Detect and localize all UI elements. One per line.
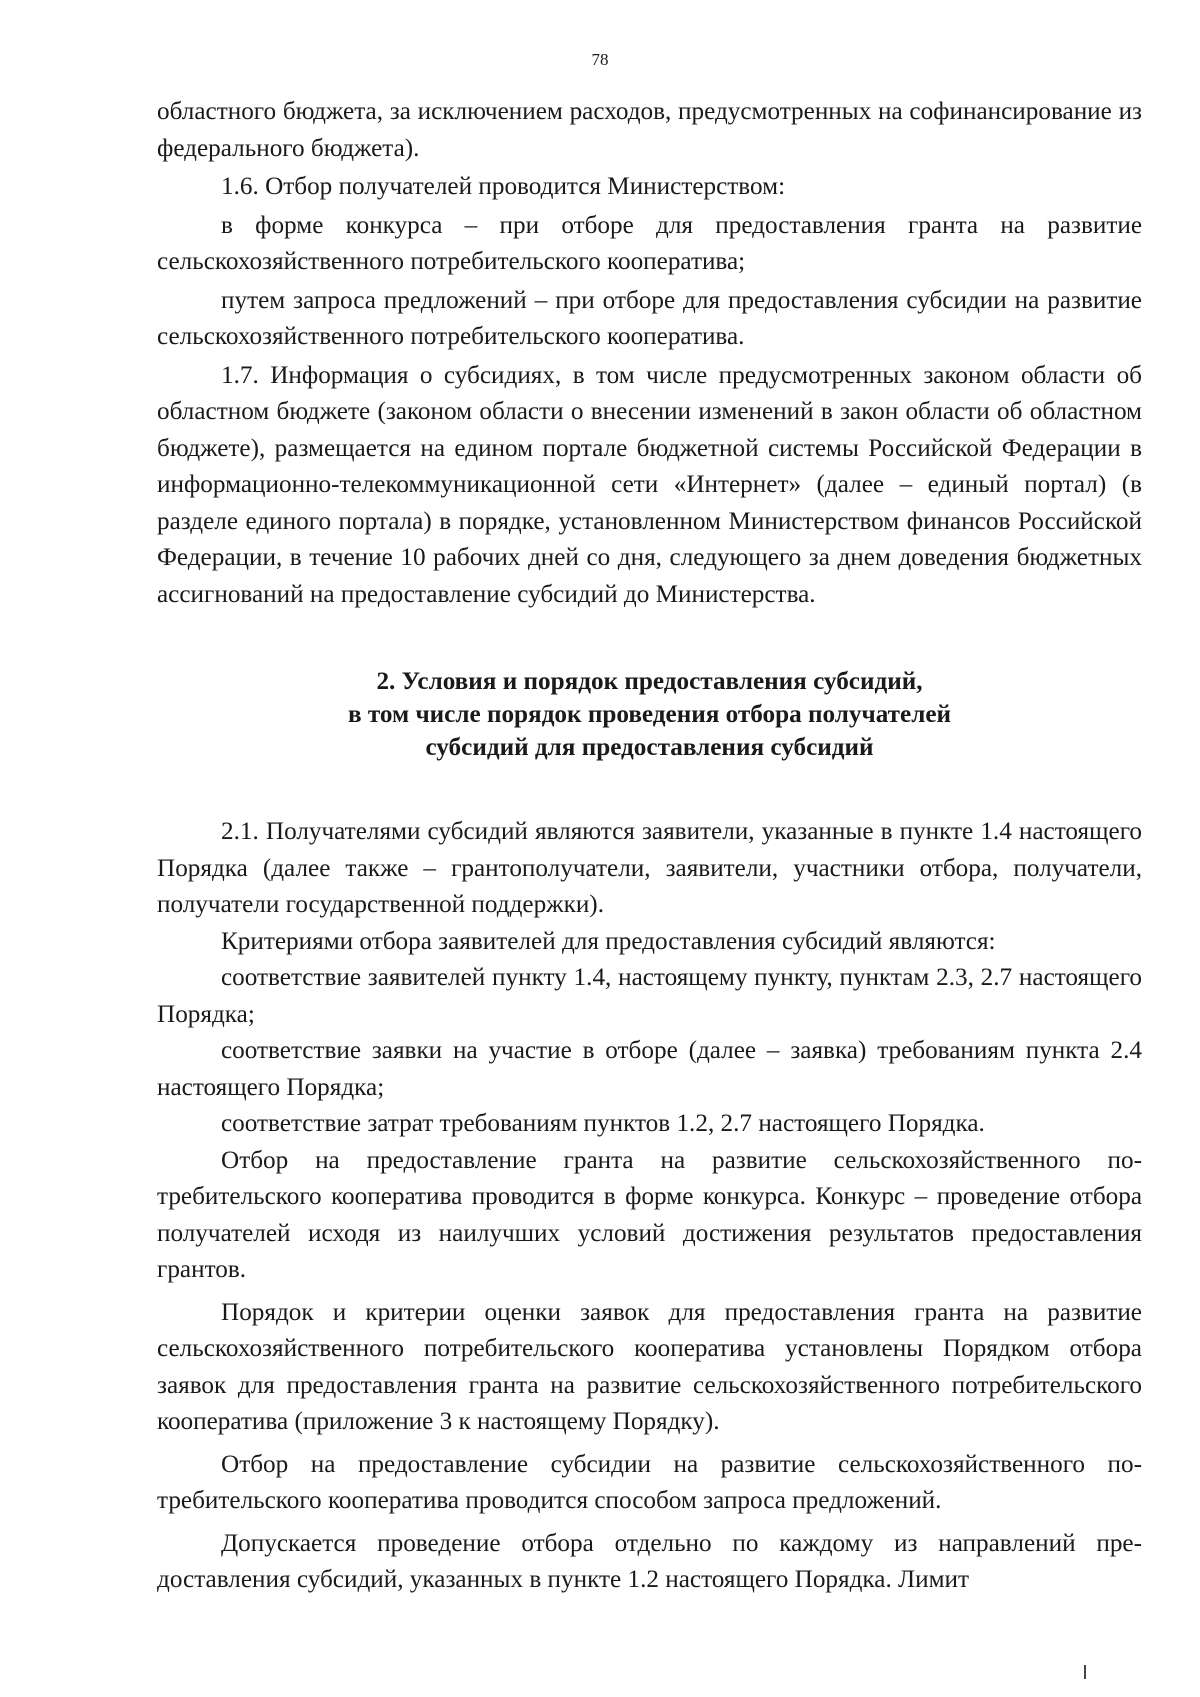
paragraph-continuation: областного бюджета, за исключением расходов, предусмотренных на софинансирование из федерального бюджета).	[157, 98, 1142, 162]
section-heading	[157, 665, 1142, 764]
paragraph-evaluation-order: Порядок и критерии оценки заявок для предоставления гранта на развитие сельскохозяйственного потребительского кооператива установлены Порядком отбора заявок для предоставления гранта на развитие сельскохозяйственного потребительского кооператива (приложение 3 к настоящему Порядку).	[157, 1298, 1142, 1435]
paragraph-1-7: 1.7. Информация о субсидиях, в том числе предусмотренных законом области об областном бюджете (законом области о внесении изменений в закон области об областном бюджете), размещается на едином портале бюджетной системы Российской Федерации в информационно-телекоммуникационной сети «Интернет» (далее – единый портал) (в разделе единого портала) в порядке, установленном Министерством финансов Российской Федерации, в течение 10 рабочих дней со дня, следующего за днем доведения бюджетных ассигнований на предоставление субсидий до Министерства.	[157, 361, 1142, 608]
section-heading-line: субсидий для предоставления субсидий	[425, 734, 874, 761]
paragraph-request-proposals: путем запроса предложений – при отборе для предоставления субсидии на развитие сельскохозяйственного потребительского кооператива.	[157, 286, 1142, 350]
page-number: 78	[591, 50, 609, 69]
paragraph-subsidy-selection: Отбор на предоставление субсидии на развитие сельскохозяйственного потребительского кооператива проводится способом запроса предложений.	[157, 1450, 1142, 1514]
paragraph-grant-competition: Отбор на предоставление гранта на развитие сельскохозяйственного потребительского кооператива проводится в форме конкурса. Конкурс – проведение отбора получателей исходя из наилучших условий достижения результатов предоставления грантов.	[157, 1146, 1142, 1283]
paragraph-competition-form: в форме конкурса – при отборе для предоставления гранта на развитие сельскохозяйственного потребительского кооператива;	[157, 211, 1142, 275]
scan-artifact-mark	[1084, 1665, 1086, 1679]
paragraph-selection-criteria: Критериями отбора заявителей для предоставления субсидий являются:	[221, 927, 996, 955]
section-heading-line: в том числе порядок проведения отбора получателей	[347, 701, 952, 728]
document-body	[157, 94, 1142, 1599]
paragraph-2-1: 2.1. Получателями субсидий являются заявители, указанные в пункте 1.4 настоящего Порядка (далее также – грантополучатели, заявители, участники отбора, получатели, получатели государственной поддержки).	[157, 818, 1142, 918]
section-heading-line: 2. Условия и порядок предоставления субсидий,	[376, 668, 923, 695]
paragraph-1-6: 1.6. Отбор получателей проводится Министерством:	[221, 173, 786, 200]
paragraph-criterion-costs: соответствие затрат требованиям пунктов 1.2, 2.7 настоящего Порядка.	[221, 1110, 985, 1137]
paragraph-criterion-application: соответствие заявки на участие в отборе (далее – заявка) требованиям пункта 2.4 настоящего Порядка;	[157, 1037, 1142, 1101]
paragraph-separate-selection: Допускается проведение отбора отдельно по каждому из направлений предоставления субсидий, указанных в пункте 1.2 настоящего Порядка. Лимит	[157, 1529, 1142, 1593]
paragraph-criterion-applicants: соответствие заявителей пункту 1.4, настоящему пункту, пунктам 2.3, 2.7 настоящего Порядка;	[157, 964, 1142, 1028]
